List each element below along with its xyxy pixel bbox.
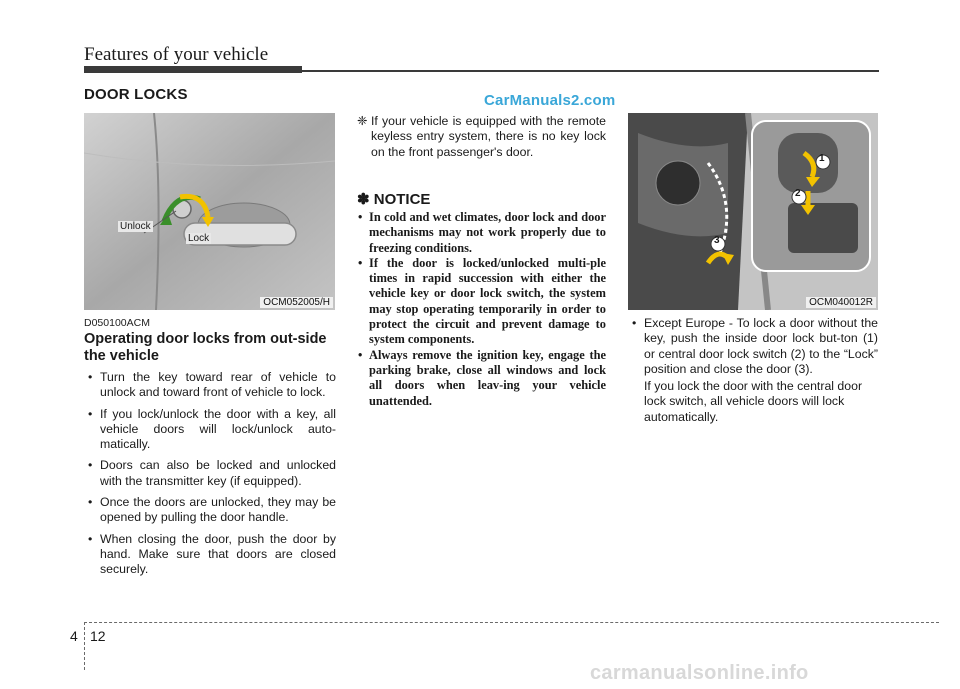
header-rule-thin: [302, 70, 879, 72]
chapter-number: 4: [70, 628, 78, 644]
note-text: If your vehicle is equipped with the remote keyless entry system, there is no key lock on the front passenger's door.: [371, 114, 606, 159]
callout-1: 1: [819, 153, 825, 164]
list-item: • If you lock/unlock the door with a key, all vehicle doors will lock/unlock auto-matically.: [84, 407, 336, 453]
page-header-title: Features of your vehicle: [84, 44, 269, 65]
list-item: • Doors can also be locked and unlocked with the transmitter key (if equipped).: [84, 458, 336, 489]
section-title: DOOR LOCKS: [84, 86, 188, 103]
footer-rule: [84, 622, 939, 623]
figure-caption: OCM040012R: [806, 297, 876, 308]
list-item: • If the door is locked/unlocked multi-ple times in rapid succession with either the vehicle key or door lock switch, the system may stop operating temporarily in order to protect the circuit and prevent damage to system components.: [357, 256, 606, 348]
watermark-bottom: carmanualsonline.info: [590, 662, 809, 684]
header-rule-thick: [84, 66, 302, 73]
callout-2: 2: [795, 188, 801, 199]
list-item: • Turn the key toward rear of vehicle to unlock and toward front of vehicle to lock.: [84, 370, 336, 401]
figure-door-handle: [84, 113, 335, 310]
keyless-note: [357, 114, 606, 160]
list-item: • When closing the door, push the door by hand. Make sure that doors are closed securely.: [84, 532, 336, 578]
section-code: D050100ACM: [84, 317, 150, 329]
page-number: 12: [90, 628, 106, 644]
list-item: • Except Europe - To lock a door without the key, push the inside door lock but-ton (1) or central door lock switch (2) to the “Lock” position and close the door (3).: [628, 316, 878, 377]
figure-caption: OCM052005/H: [260, 297, 333, 308]
inside-lock-instructions: [628, 316, 878, 425]
subheading-outside-locks: Operating door locks from out-side the vehicle: [84, 331, 327, 364]
footer-divider: [84, 622, 85, 670]
label-unlock: Unlock: [120, 221, 151, 232]
list-item: • Always remove the ignition key, engage the parking brake, close all windows and lock all doors when leav-ing your vehicle unattended.: [357, 348, 606, 409]
note-mark: ❈: [357, 114, 368, 128]
callout-3: 3: [714, 235, 720, 246]
interior-lock-illustration: [628, 113, 878, 310]
notice-heading: ✽ NOTICE: [357, 191, 431, 208]
central-lock-paragraph: If you lock the door with the central door lock switch, all vehicle doors will lock automatically.: [644, 379, 863, 424]
door-handle-illustration: [84, 113, 335, 310]
figure-interior-lock: [628, 113, 878, 310]
watermark-top: CarManuals2.com: [484, 92, 616, 109]
label-lock: Lock: [188, 233, 210, 244]
outside-lock-instructions: [84, 370, 336, 584]
list-item: • Once the doors are unlocked, they may be opened by pulling the door handle.: [84, 495, 336, 526]
notice-list: [357, 210, 606, 409]
list-item: • In cold and wet climates, door lock and door mechanisms may not work properly due to freezing conditions.: [357, 210, 606, 256]
